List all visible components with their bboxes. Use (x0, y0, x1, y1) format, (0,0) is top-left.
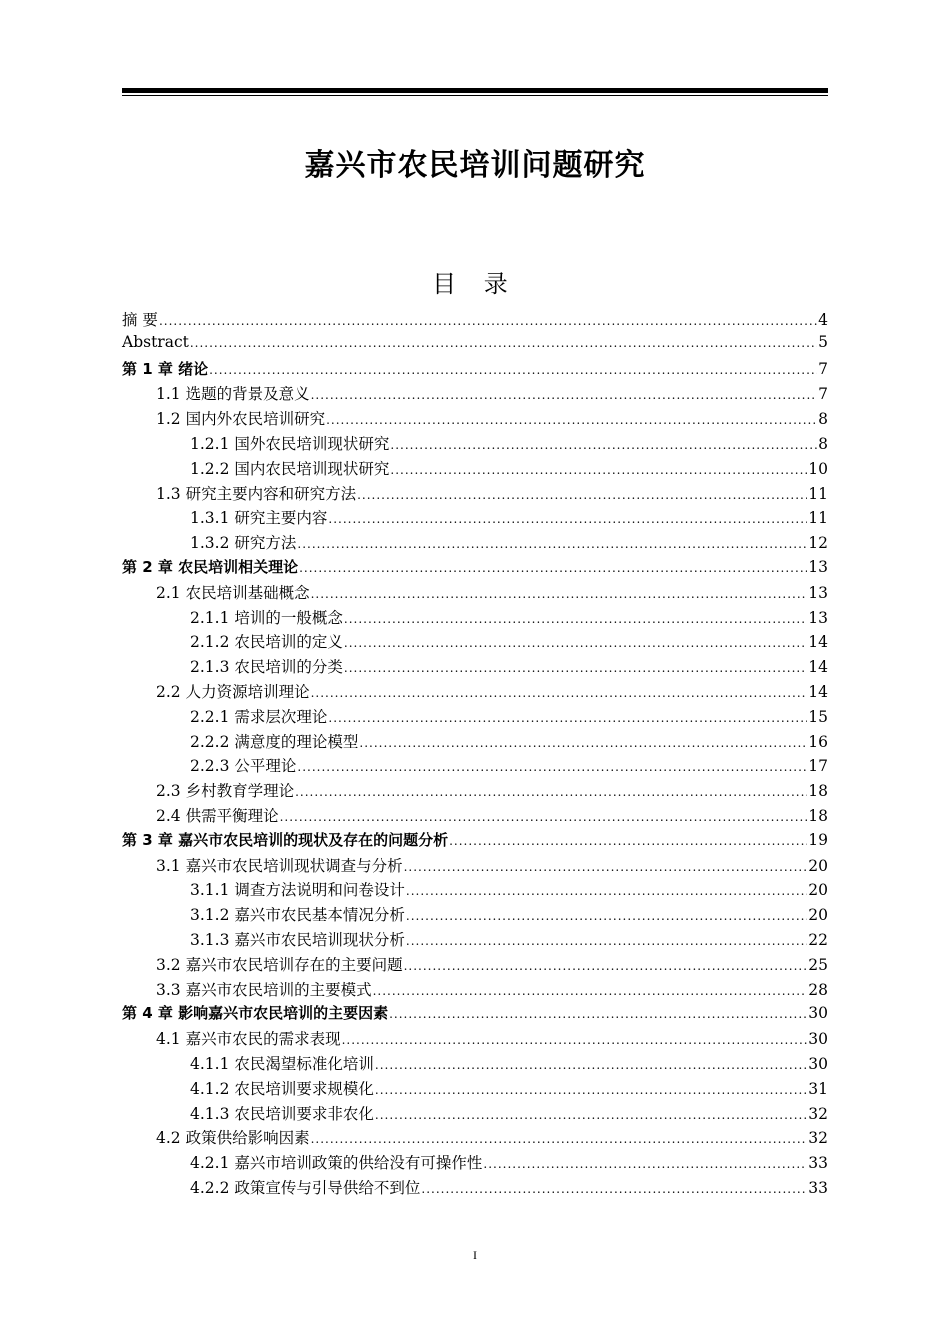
toc-leader-dots (373, 984, 808, 998)
toc-entry[interactable] (122, 581, 828, 606)
toc-entry-label: 1.3.1 研究主要内容 (190, 509, 328, 528)
toc-entry-page: 13 (808, 583, 828, 602)
toc-leader-dots (344, 636, 807, 650)
toc-entry-page: 13 (808, 608, 828, 627)
toc-entry-page: 32 (808, 1129, 828, 1148)
toc-entry[interactable] (122, 754, 828, 779)
toc-entry-label: 4.2.2 政策宣传与引导供给不到位 (190, 1178, 421, 1197)
toc-leader-dots (326, 413, 817, 427)
toc-leader-dots (280, 810, 808, 824)
toc-entry-label: 2.1.1 培训的一般概念 (190, 608, 343, 627)
toc-entry-page: 8 (818, 434, 828, 453)
toc-leader-dots (404, 959, 808, 973)
toc-entry[interactable] (122, 655, 828, 680)
toc-entry-label: 第 2 章 农民培训相关理论 (122, 557, 299, 576)
page-number: I (473, 1248, 477, 1262)
toc-leader-dots (311, 1132, 808, 1146)
toc-entry-label: 3.2 嘉兴市农民培训存在的主要问题 (156, 955, 403, 974)
toc-entry-label: 第 1 章 绪论 (122, 359, 209, 378)
toc-entry-page: 30 (808, 1004, 828, 1023)
toc-leader-dots (311, 388, 818, 402)
toc-entry-label: 4.1.3 农民培训要求非农化 (190, 1104, 374, 1123)
toc-entry-label: 4.1 嘉兴市农民的需求表现 (156, 1030, 341, 1049)
toc-entry[interactable] (122, 1176, 828, 1201)
toc-entry[interactable] (122, 407, 828, 432)
toc-leader-dots (483, 1157, 807, 1171)
document-title: 嘉兴市农民培训问题研究 (304, 148, 646, 183)
toc-entry[interactable] (122, 457, 828, 482)
toc-entry-page: 12 (808, 534, 828, 553)
toc-entry-page: 11 (808, 484, 828, 503)
toc-entry-label: 2.4 供需平衡理论 (156, 806, 279, 825)
toc-leader-dots (344, 612, 807, 626)
toc-entry-page: 32 (808, 1104, 828, 1123)
toc-entry[interactable] (122, 432, 828, 457)
toc-entry[interactable] (122, 506, 828, 531)
toc-entry-label: 2.2.3 公平理论 (190, 757, 297, 776)
toc-leader-dots (406, 909, 807, 923)
toc-leader-dots (357, 488, 807, 502)
toc-entry-label: 1.2.2 国内农民培训现状研究 (190, 459, 390, 478)
toc-entry[interactable] (122, 730, 828, 755)
toc-leader-dots (209, 363, 817, 377)
toc-entry[interactable] (122, 1077, 828, 1102)
toc-entry-label: 摘 要 (122, 311, 158, 329)
toc-entry-page: 20 (808, 856, 828, 875)
header-rule-thin (122, 95, 828, 96)
toc-leader-dots (342, 1033, 808, 1047)
toc-leader-dots (299, 561, 807, 575)
toc-leader-dots (375, 1108, 807, 1122)
toc-entry-label: 2.1 农民培训基础概念 (156, 583, 310, 602)
toc-entry-page: 8 (818, 410, 828, 429)
toc-leader-dots (390, 463, 807, 477)
toc-entry[interactable] (122, 531, 828, 556)
toc-leader-dots (404, 860, 808, 874)
toc-leader-dots (295, 785, 807, 799)
toc-entry[interactable] (122, 779, 828, 804)
toc-entry-page: 30 (808, 1030, 828, 1049)
toc-leader-dots (389, 1007, 807, 1021)
toc-entry-page: 31 (808, 1079, 828, 1098)
toc-entry-label: 4.2.1 嘉兴市培训政策的供给没有可操作性 (190, 1154, 483, 1173)
toc-entry[interactable] (122, 1052, 828, 1077)
toc-entry[interactable] (122, 680, 828, 705)
toc-entry-page: 7 (818, 385, 828, 404)
toc-entry[interactable] (122, 978, 828, 1003)
toc-entry-page: 30 (808, 1054, 828, 1073)
toc-entry-page: 7 (818, 359, 828, 378)
toc-entry-page: 18 (808, 806, 828, 825)
toc-leader-dots (406, 884, 807, 898)
toc-entry-label: 2.1.2 农民培训的定义 (190, 633, 343, 652)
toc-entry-page: 20 (808, 881, 828, 900)
toc-entry[interactable] (122, 1151, 828, 1176)
toc-entry-page: 4 (818, 311, 828, 329)
toc-entry-label: 第 4 章 影响嘉兴市农民培训的主要因素 (122, 1004, 389, 1023)
toc-leader-dots (406, 934, 807, 948)
toc-entry-label: 3.3 嘉兴市农民培训的主要模式 (156, 980, 372, 999)
toc-entry-page: 25 (808, 955, 828, 974)
toc-entry-page: 19 (808, 830, 828, 849)
toc-entry-label: 1.3 研究主要内容和研究方法 (156, 484, 357, 503)
toc-entry[interactable] (122, 556, 828, 581)
toc-entry-label: 1.3.2 研究方法 (190, 534, 297, 553)
toc-entry[interactable] (122, 308, 828, 333)
toc-leader-dots (297, 537, 807, 551)
toc-entry[interactable] (122, 1002, 828, 1027)
toc-entry-page: 17 (808, 757, 828, 776)
toc-entry[interactable] (122, 382, 828, 407)
toc-leader-dots (375, 1058, 807, 1072)
toc-entry[interactable] (122, 482, 828, 507)
toc-entry[interactable] (122, 928, 828, 953)
toc-entry[interactable] (122, 953, 828, 978)
toc-entry[interactable] (122, 705, 828, 730)
toc-entry-page: 13 (808, 557, 828, 576)
toc-entry-label: 1.2 国内外农民培训研究 (156, 410, 326, 429)
toc-entry-label: 3.1.2 嘉兴市农民基本情况分析 (190, 906, 405, 925)
toc-entry-page: 18 (808, 782, 828, 801)
toc-entry-page: 20 (808, 906, 828, 925)
toc-entry-label: 2.2 人力资源培训理论 (156, 682, 310, 701)
toc-entry-page: 16 (808, 732, 828, 751)
toc-entry[interactable] (122, 1102, 828, 1127)
toc-entry[interactable] (122, 1027, 828, 1052)
toc-entry-page: 14 (808, 633, 828, 652)
toc-entry-label: 2.3 乡村教育学理论 (156, 782, 295, 801)
toc-entry-label: 2.2.2 满意度的理论模型 (190, 732, 359, 751)
toc-entry-page: 5 (818, 332, 828, 351)
header-rule-thick (122, 88, 828, 93)
toc-entry[interactable] (122, 333, 828, 358)
toc-entry-page: 10 (808, 459, 828, 478)
toc-entry-label: 3.1 嘉兴市农民培训现状调查与分析 (156, 856, 403, 875)
toc-entry-page: 14 (808, 658, 828, 677)
toc-leader-dots (311, 686, 808, 700)
toc-entry[interactable] (122, 358, 828, 383)
toc-entry-label: 第 3 章 嘉兴市农民培训的现状及存在的问题分析 (122, 830, 449, 849)
toc-leader-dots (311, 587, 808, 601)
toc-entry-page: 28 (808, 980, 828, 999)
toc-entry-label: 2.1.3 农民培训的分类 (190, 658, 343, 677)
toc-entry[interactable] (122, 1126, 828, 1151)
toc-entry-page: 22 (808, 930, 828, 949)
toc-leader-dots (375, 1083, 807, 1097)
toc-heading: 目 录 (432, 270, 518, 298)
toc-entry-page: 14 (808, 682, 828, 701)
toc-leader-dots (421, 1182, 807, 1196)
toc-entry-label: 1.2.1 国外农民培训现状研究 (190, 434, 390, 453)
toc-entry-page: 33 (808, 1178, 828, 1197)
toc-leader-dots (190, 336, 817, 350)
toc-entry-label: 4.2 政策供给影响因素 (156, 1129, 310, 1148)
toc-leader-dots (449, 834, 807, 848)
toc-entry-page: 33 (808, 1154, 828, 1173)
toc-entry[interactable] (122, 804, 828, 829)
toc-leader-dots (328, 711, 807, 725)
toc-entry[interactable] (122, 878, 828, 903)
toc-entry[interactable] (122, 903, 828, 928)
toc-entry-label: 4.1.2 农民培训要求规模化 (190, 1079, 374, 1098)
toc-entry-page: 11 (808, 509, 828, 528)
toc-entry-label: 1.1 选题的背景及意义 (156, 385, 310, 404)
toc-entry-label: 3.1.1 调查方法说明和问卷设计 (190, 881, 405, 900)
toc-entry-label: 4.1.1 农民渴望标准化培训 (190, 1054, 374, 1073)
toc-entry[interactable] (122, 606, 828, 631)
toc-entry-label: 3.1.3 嘉兴市农民培训现状分析 (190, 930, 405, 949)
toc-entry[interactable] (122, 630, 828, 655)
toc-leader-dots (390, 438, 817, 452)
toc-leader-dots (328, 512, 807, 526)
toc-leader-dots (359, 736, 807, 750)
toc-entry[interactable] (122, 854, 828, 879)
toc-leader-dots (159, 314, 817, 328)
toc-entry-page: 15 (808, 707, 828, 726)
toc-leader-dots (297, 760, 807, 774)
toc-leader-dots (344, 661, 807, 675)
table-of-contents (122, 308, 828, 1201)
toc-entry-label: 2.2.1 需求层次理论 (190, 707, 328, 726)
toc-entry-label: Abstract (122, 332, 189, 351)
toc-entry[interactable] (122, 829, 828, 854)
